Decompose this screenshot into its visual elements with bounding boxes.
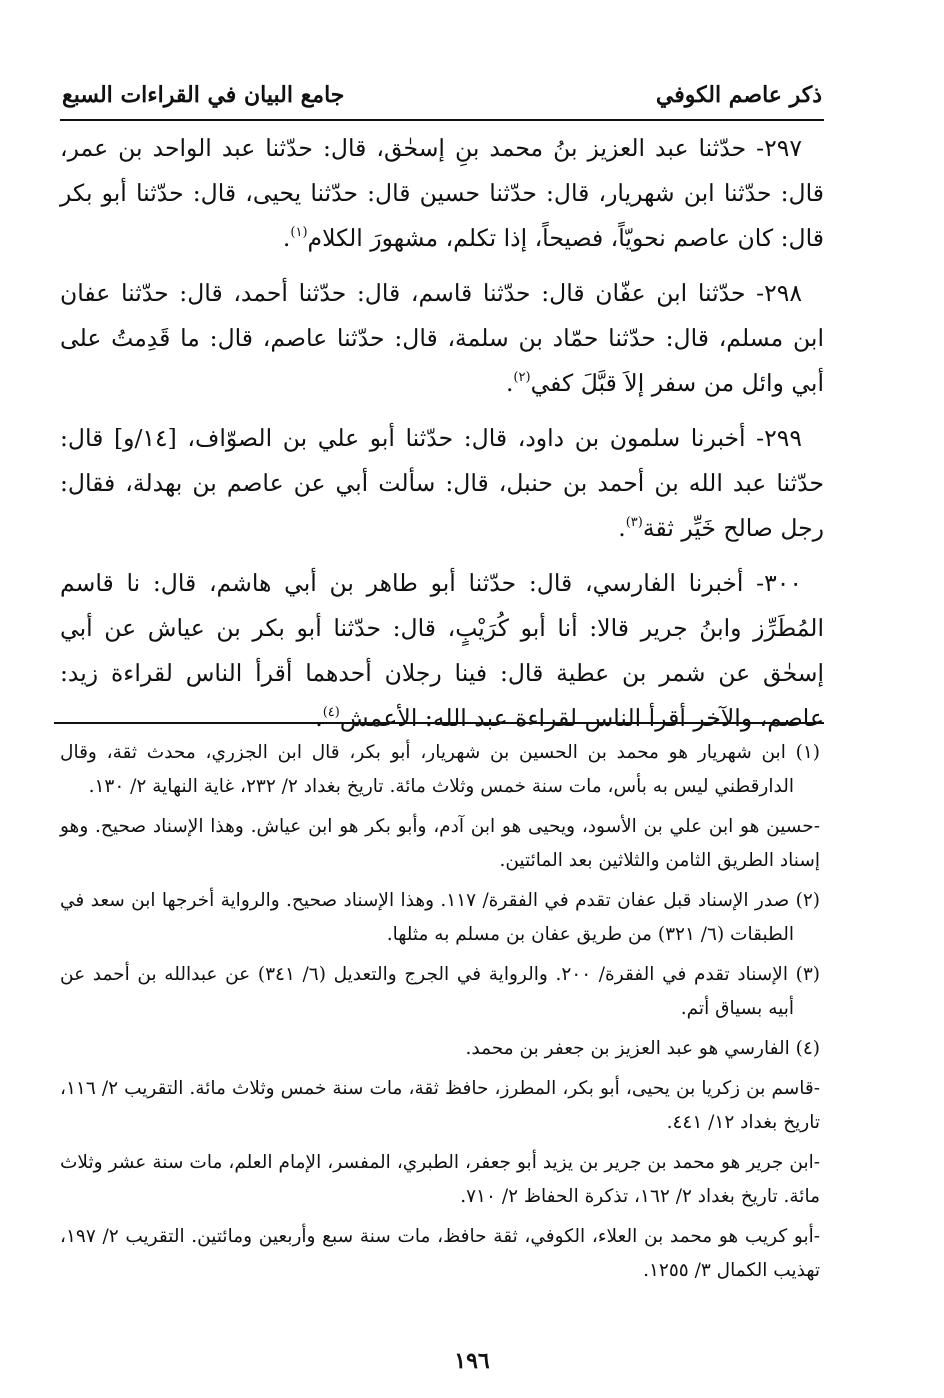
footnote-1-continuation: -حسين هو ابن علي بن الأسود، ويحيى هو ابن آدم، وأبو بكر هو ابن عياش. وهذا الإسناد صحيح. وهو إسناد الطريق الثامن والثلاثين بعد المائتين. — [60, 816, 820, 871]
footnotes — [60, 736, 820, 1294]
paragraph-text: ٣٠٠- أخبرنا الفارسي، قال: حدّثنا أبو طاهر بن أبي هاشم، قال: نا قاسم المُطَرِّز وابنُ جرير قالا: أنا أبو كُرَيْبٍ، قال: حدّثنا أبو بكر بن عياش عن أبي إسحٰق عن شمر بن عطية قال: فينا رجلان أحدهما أقرأ الناس لقراءة زيد: عاصم، والآخر أقرأ الناس لقراءة عبد الله: الأعمش — [60, 569, 824, 732]
paragraph-300 — [60, 561, 824, 741]
paragraph-299 — [60, 416, 824, 551]
main-text — [60, 126, 824, 751]
chapter-title: ذكر عاصم الكوفي — [655, 82, 822, 108]
running-header — [62, 82, 822, 108]
paragraph-text: ٢٩٨- حدّثنا ابن عفّان قال: حدّثنا قاسم، قال: حدّثنا أحمد، قال: حدّثنا عفان ابن مسلم، قال: حدّثنا حمّاد بن سلمة، قال: حدّثنا عاصم، قال: ما قَدِمتُ على أبي وائل من سفر إلاَ قبَّلَ كفي — [60, 279, 824, 397]
footnote-ref: (٢) — [513, 370, 531, 385]
paragraph-end: . — [505, 369, 514, 397]
footnote-4-abu-kurayb: -أبو كريب هو محمد بن العلاء، الكوفي، ثقة حافظ، مات سنة سبع وأربعين ومائتين. التقريب ٢/ ١٩٧، تهذيب الكمال ٣/ ١٢٥٥. — [60, 1226, 820, 1281]
book-title: جامع البيان في القراءات السبع — [62, 82, 345, 108]
footnote-divider — [54, 722, 824, 724]
footnote-3: (٣) الإسناد تقدم في الفقرة/ ٢٠٠. والرواية في الجرج والتعديل (٦/ ٣٤١) عن عبدالله بن أحمد عن أبيه بسياق أتم. — [60, 964, 820, 1019]
footnote-ref: (١) — [290, 225, 308, 240]
footnote-4-qasim: -قاسم بن زكريا بن يحيى، أبو بكر، المطرز، حافظ ثقة، مات سنة خمس وثلاث مائة. التقريب ٢/ ١١٦، تاريخ بغداد ١٢/ ٤٤١. — [60, 1078, 820, 1133]
paragraph-end: . — [618, 514, 626, 542]
footnote-2: (٢) صدر الإسناد قبل عفان تقدم في الفقرة/ ١١٧. وهذا الإسناد صحيح. والرواية أخرجها ابن سعد في الطبقات (٦/ ٣٢١) من طريق عفان بن مسلم به مثلها. — [60, 890, 820, 945]
paragraph-text: ٢٩٧- حدّثنا عبد العزيز بنُ محمد بنِ إسحٰق، قال: حدّثنا عبد الواحد بن عمر، قال: حدّثنا ابن شهريار، قال: حدّثنا حسين قال: حدّثنا يحيى، قال: حدّثنا أبو بكر قال: كان عاصم نحويّاً، فصيحاً، إذا تكلم، مشهورَ الكلام — [60, 134, 824, 252]
footnote-ref: (٣) — [625, 515, 643, 530]
header-divider — [60, 119, 824, 121]
paragraph-298 — [60, 271, 824, 406]
footnote-4: (٤) الفارسي هو عبد العزيز بن جعفر بن محمد. — [465, 1038, 820, 1059]
page-number: ١٩٦ — [454, 1348, 490, 1374]
footnote-4-ibn-jarir: -ابن جرير هو محمد بن جرير بن يزيد أبو جعفر، الطبري، المفسر، الإمام العلم، مات سنة عشر وثلاث مائة. تاريخ بغداد ٢/ ١٦٢، تذكرة الحفاظ ٢/ ٧١٠. — [60, 1152, 820, 1207]
paragraph-297 — [60, 126, 824, 261]
paragraph-end: . — [315, 704, 323, 732]
paragraph-text: ٢٩٩- أخبرنا سلمون بن داود، قال: حدّثنا أبو علي بن الصوّاف، [١٤/و] قال: حدّثنا عبد الله بن أحمد بن حنبل، قال: سألت أبي عن عاصم بن بهدلة، فقال: رجل صالح خَيِّر ثقة — [60, 424, 824, 542]
footnote-ref: (٤) — [322, 705, 340, 720]
paragraph-end: . — [282, 224, 291, 252]
footnote-1: (١) ابن شهريار هو محمد بن الحسين بن شهريار، أبو بكر، قال ابن الجزري، محدث ثقة، وقال الدارقطني ليس به بأس، مات سنة خمس وثلاث مائة. تاريخ بغداد ٢/ ٢٣٢، غاية النهاية ٢/ ١٣٠. — [60, 742, 820, 797]
